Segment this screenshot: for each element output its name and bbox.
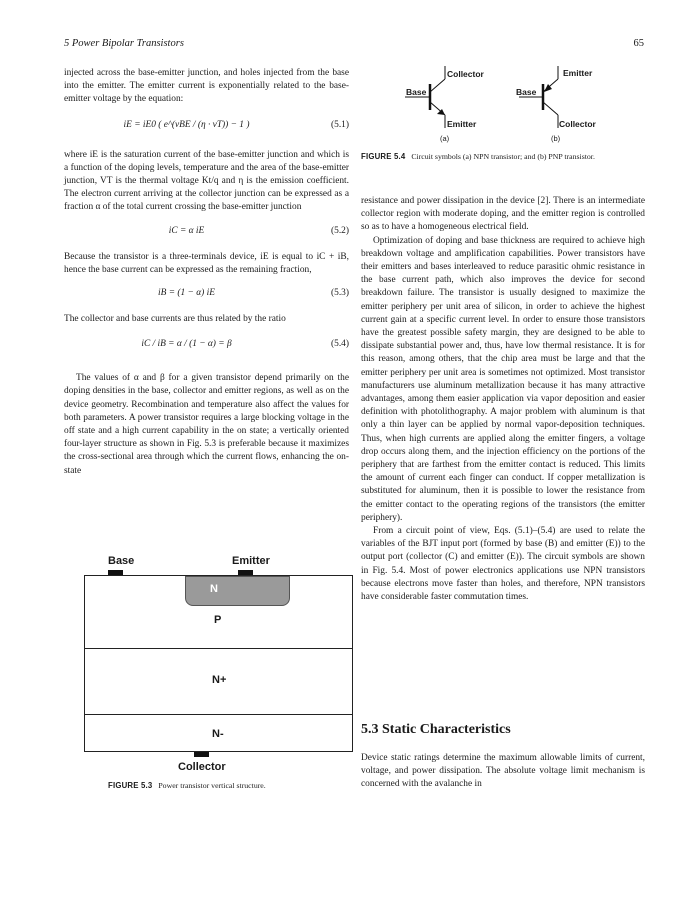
paragraph: Because the transistor is a three-terminals device, iE is equal to iC + iB, hence the base current can be expressed as the remaining fraction, [64,251,349,275]
right-column-continued [361,752,645,792]
npn-base-label: Base [406,87,427,97]
p-layer-label: P [214,614,222,626]
equation-number: (5.3) [331,288,349,299]
n-emitter-label: N [210,583,218,595]
equation-expression: iC = α iE [168,225,205,236]
pnp-symbol [519,66,558,128]
caption-text: Power transistor vertical structure. [158,781,266,790]
emitter-label: Emitter [232,555,270,567]
equation-number: (5.1) [331,119,349,130]
equation-expression: iB = (1 − α) iE [158,288,215,299]
paragraph: Device static ratings determine the maximum allowable limits of current, voltage, and power dissipation. The absolute voltage limit mechanism is concerned with the avalanche in [361,753,645,790]
figure-5-4-caption [361,152,645,163]
npn-collector-label: Collector [447,69,484,79]
paragraph: injected across the base-emitter junction, and holes injected from the base into the emitter. The emitter current is exponentially related to the base-emitter voltage by the equation: [64,68,349,105]
paragraph: resistance and power dissipation in the device [2]. There is an intermediate collector region with moderate doping, and the emitter region is controlled so as to have a homogeneous electrical field. [361,196,645,233]
caption-label: FIGURE 5.3 [108,781,153,790]
left-column [64,67,349,478]
pnp-tag: (b) [551,134,561,143]
equation-5-3 [64,287,349,303]
figure-5-3-caption [108,781,266,792]
layer-divider [84,648,353,649]
figure-5-4-symbols [395,62,635,142]
running-header-chapter: 5 Power Bipolar Transistors [64,38,184,49]
pnp-emitter-label: Emitter [563,68,593,78]
base-label: Base [108,555,135,567]
equation-5-1 [64,119,349,135]
paragraph: The collector and base currents are thus related by the ratio [64,314,286,325]
equation-expression: iC / iB = α / (1 − α) = β [141,339,232,350]
layer-divider [84,714,353,715]
page-number: 65 [633,38,644,49]
npn-emitter-label: Emitter [447,119,477,129]
pnp-base-label: Base [516,87,537,97]
n-plus-label: N+ [212,674,227,686]
section-heading: 5.3 Static Characteristics [361,722,511,737]
equation-5-4 [64,338,349,354]
paragraph: Optimization of doping and base thickness are required to achieve high breakdown voltage and amplification capabilities. Power transistors have their emitters and bases interleaved to reduce parasitic ohmic resistance in the base current path, which also improves the device for second breakdown failure. The transistor is usually designed to maximize the emitter periphery per unit area of silicon, in order to achieve the highest current gain at a specific current level. In order to ensure those transistors have the greatest possible safety margin, they are designed to be able to dissipate substantial power and, thus, have low thermal resistance. It is for this reason, among others, that the chip area must be large and that the emitter periphery per unit area is sometimes not optimized. Most transistor manufacturers use aluminum metallization because it has many attractive advantages, among them easier application via vapor deposition and easier definition with photolithography. A major problem with aluminum is that only a thin layer can be applied by normal vapor-deposition techniques. Thus, when high currents are applied along the emitter fingers, a voltage drop occurs along them, and the injection efficiency on the portions of the periphery that are farthest from the emitter contact is reduced. This limits the amount of current each finger can conduct. If copper metallization is substituted for aluminum, then it is possible to lower the resistance from the emitter contact to the operating regions of the transistors (the emitter periphery). [361,235,645,523]
npn-symbol [405,66,445,128]
collector-label: Collector [178,761,226,773]
pnp-collector-label: Collector [559,119,596,129]
equation-expression: iE = iE0 ( e^(vBE / (η · vT)) − 1 ) [123,119,250,130]
equation-number: (5.2) [331,225,349,236]
paragraph: The values of α and β for a given transistor depend primarily on the doping densities in the base, collector and emitter regions, as well as on the device geometry. Recombination and temperature also affect the values for both parameters. A power transistor requires a large blocking voltage in the off state and a high current capability in the on state; a vertically oriented four-layer structure as shown in Fig. 5.3 is preferable because it maximizes the cross-sectional area through which the current flows, enhancing the on-state [64,373,349,476]
equation-number: (5.4) [331,339,349,350]
equation-5-2 [64,225,349,241]
n-minus-label: N- [212,728,224,740]
paragraph: where iE is the saturation current of the base-emitter junction and which is a function of the doping levels, temperature and the area of the base-emitter junction, VT is the thermal voltage Kt/q and η is the emission coefficient. The electron current arriving at the collector junction can be expressed as a fraction α of the total current crossing the base-emitter junction [64,149,349,213]
n-emitter-region [185,576,290,606]
collector-contact [194,752,209,757]
caption-text: Circuit symbols (a) NPN transistor; and (b) PNP transistor. [411,152,595,161]
paragraph: From a circuit point of view, Eqs. (5.1)–(5.4) are used to relate the variables of the BJT input port (formed by base (B) and emitter (E)) to the output port (collector (C) and emitter (E)). The circuit symbols are shown in Fig. 5.4. Most of power electronics applications use NPN transistors because electrons move faster than holes, and therefore, NPN transistors have considerable faster commutation times. [361,526,645,603]
caption-label: FIGURE 5.4 [361,152,406,161]
npn-tag: (a) [440,134,450,143]
right-column [361,195,645,604]
